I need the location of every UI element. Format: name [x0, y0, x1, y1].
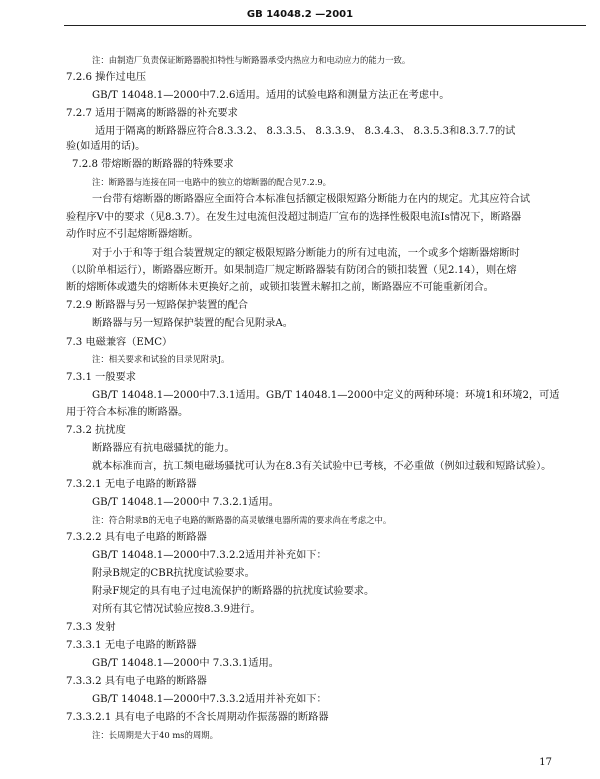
- text-line: 用于符合本标准的断路器。: [66, 407, 189, 418]
- text-line: GB/T 14048.1—2000中 7.3.2.1适用。: [92, 497, 279, 508]
- text-line: 断的熔断体或遗失的熔断体未更换好之前，或锁扣装置未解扣之前，断路器应不可能重新闭合。: [66, 282, 494, 293]
- section-heading: 7.3.2.1 无电子电路的断路器: [66, 479, 197, 490]
- text-line: 动作时应不引起熔断器熔断。: [66, 229, 199, 240]
- note-line: 注：由制造厂负责保证断路器脱扣特性与断路器承受内热应力和电动应力的能力一致。: [92, 55, 411, 65]
- text-line: 断路器与另一短路保护装置的配合见附录A。: [92, 318, 293, 329]
- section-heading: 7.3.3 发射: [66, 622, 116, 633]
- header-rule: [64, 25, 586, 26]
- text-line: 验程序V中的要求（见8.3.7）。在发生过电流但没超过制造厂宣布的选择性极限电流Is情况下，断路器: [66, 212, 522, 223]
- section-heading: 7.3.1 一般要求: [66, 372, 136, 383]
- note-line: 注：符合附录B的无电子电路的断路器的高灵敏继电器所需的要求尚在考虑之中。: [92, 515, 392, 525]
- section-heading: 7.2.8 带熔断器的断路器的特殊要求: [72, 159, 234, 170]
- section-heading: 7.3.3.2.1 具有电子电路的不含长周期动作振荡器的断路器: [66, 712, 329, 723]
- text-line: （以阶单相运行），断路器应断开。如果制造厂规定断路器装有防闭合的锁扣装置（见2.14），则在熔: [66, 265, 517, 276]
- text-line: GB/T 14048.1—2000中7.2.6适用。适用的试验电路和测量方法正在考虑中。: [92, 90, 450, 101]
- text-line: 对所有其它情况试验应按8.3.9进行。: [92, 604, 261, 615]
- text-line: GB/T 14048.1—2000中 7.3.3.1适用。: [92, 658, 279, 669]
- section-heading: 7.2.7 适用于隔离的断路器的补充要求: [66, 108, 238, 119]
- text-line: 适用于隔离的断路器应符合8.3.3.2、 8.3.3.5、 8.3.3.9、 8.3.4.3、 8.3.5.3和8.3.7.7的试: [95, 126, 516, 137]
- section-heading: 7.2.9 断路器与另一短路保护装置的配合: [66, 300, 248, 311]
- note-line: 注：相关要求和试验的目录见附录J。: [92, 354, 230, 364]
- text-line: GB/T 14048.1—2000中7.3.2.2适用并补充如下：: [92, 550, 327, 561]
- text-line: 附录B规定的CBR抗扰度试验要求。: [92, 568, 255, 579]
- note-line: 注：长周期是大于40 ms的周期。: [92, 730, 219, 740]
- section-heading: 7.3 电磁兼容（EMC）: [66, 337, 173, 348]
- text-line: GB/T 14048.1—2000中7.3.3.2适用并补充如下：: [92, 694, 327, 705]
- text-line: 对于小于和等于组合装置规定的额定极限短路分断能力的所有过电流，一个或多个熔断器熔断时: [92, 248, 520, 259]
- text-line: GB/T 14048.1—2000中7.3.1适用。GB/T 14048.1—2000中定义的两种环境：环境1和环境2，可适: [92, 390, 560, 401]
- section-heading: 7.3.2 抗扰度: [66, 425, 126, 436]
- text-line: 验(如适用的话)。: [66, 141, 146, 152]
- standard-header: GB 14048.2 —2001: [246, 9, 354, 20]
- page-number: 17: [539, 757, 552, 768]
- section-heading: 7.3.2.2 具有电子电路的断路器: [66, 532, 207, 543]
- text-line: 断路器应有抗电磁骚扰的能力。: [92, 443, 235, 454]
- text-line: 附录F规定的具有电子过电流保护的断路器的抗扰度试验要求。: [92, 586, 375, 597]
- section-heading: 7.2.6 操作过电压: [66, 72, 147, 83]
- note-line: 注：断路器与连接在同一电路中的独立的熔断器的配合见7.2.9。: [92, 177, 332, 187]
- text-line: 就本标准而言，抗工频电磁场骚扰可认为在8.3有关试验中已考核，不必重做（例如过载和短路试验）。: [92, 461, 552, 472]
- section-heading: 7.3.3.1 无电子电路的断路器: [66, 640, 197, 651]
- text-line: 一台带有熔断器的断路器应全面符合本标准包括额定极限短路分断能力在内的规定。尤其应符合试: [92, 194, 531, 205]
- section-heading: 7.3.3.2 具有电子电路的断路器: [66, 676, 207, 687]
